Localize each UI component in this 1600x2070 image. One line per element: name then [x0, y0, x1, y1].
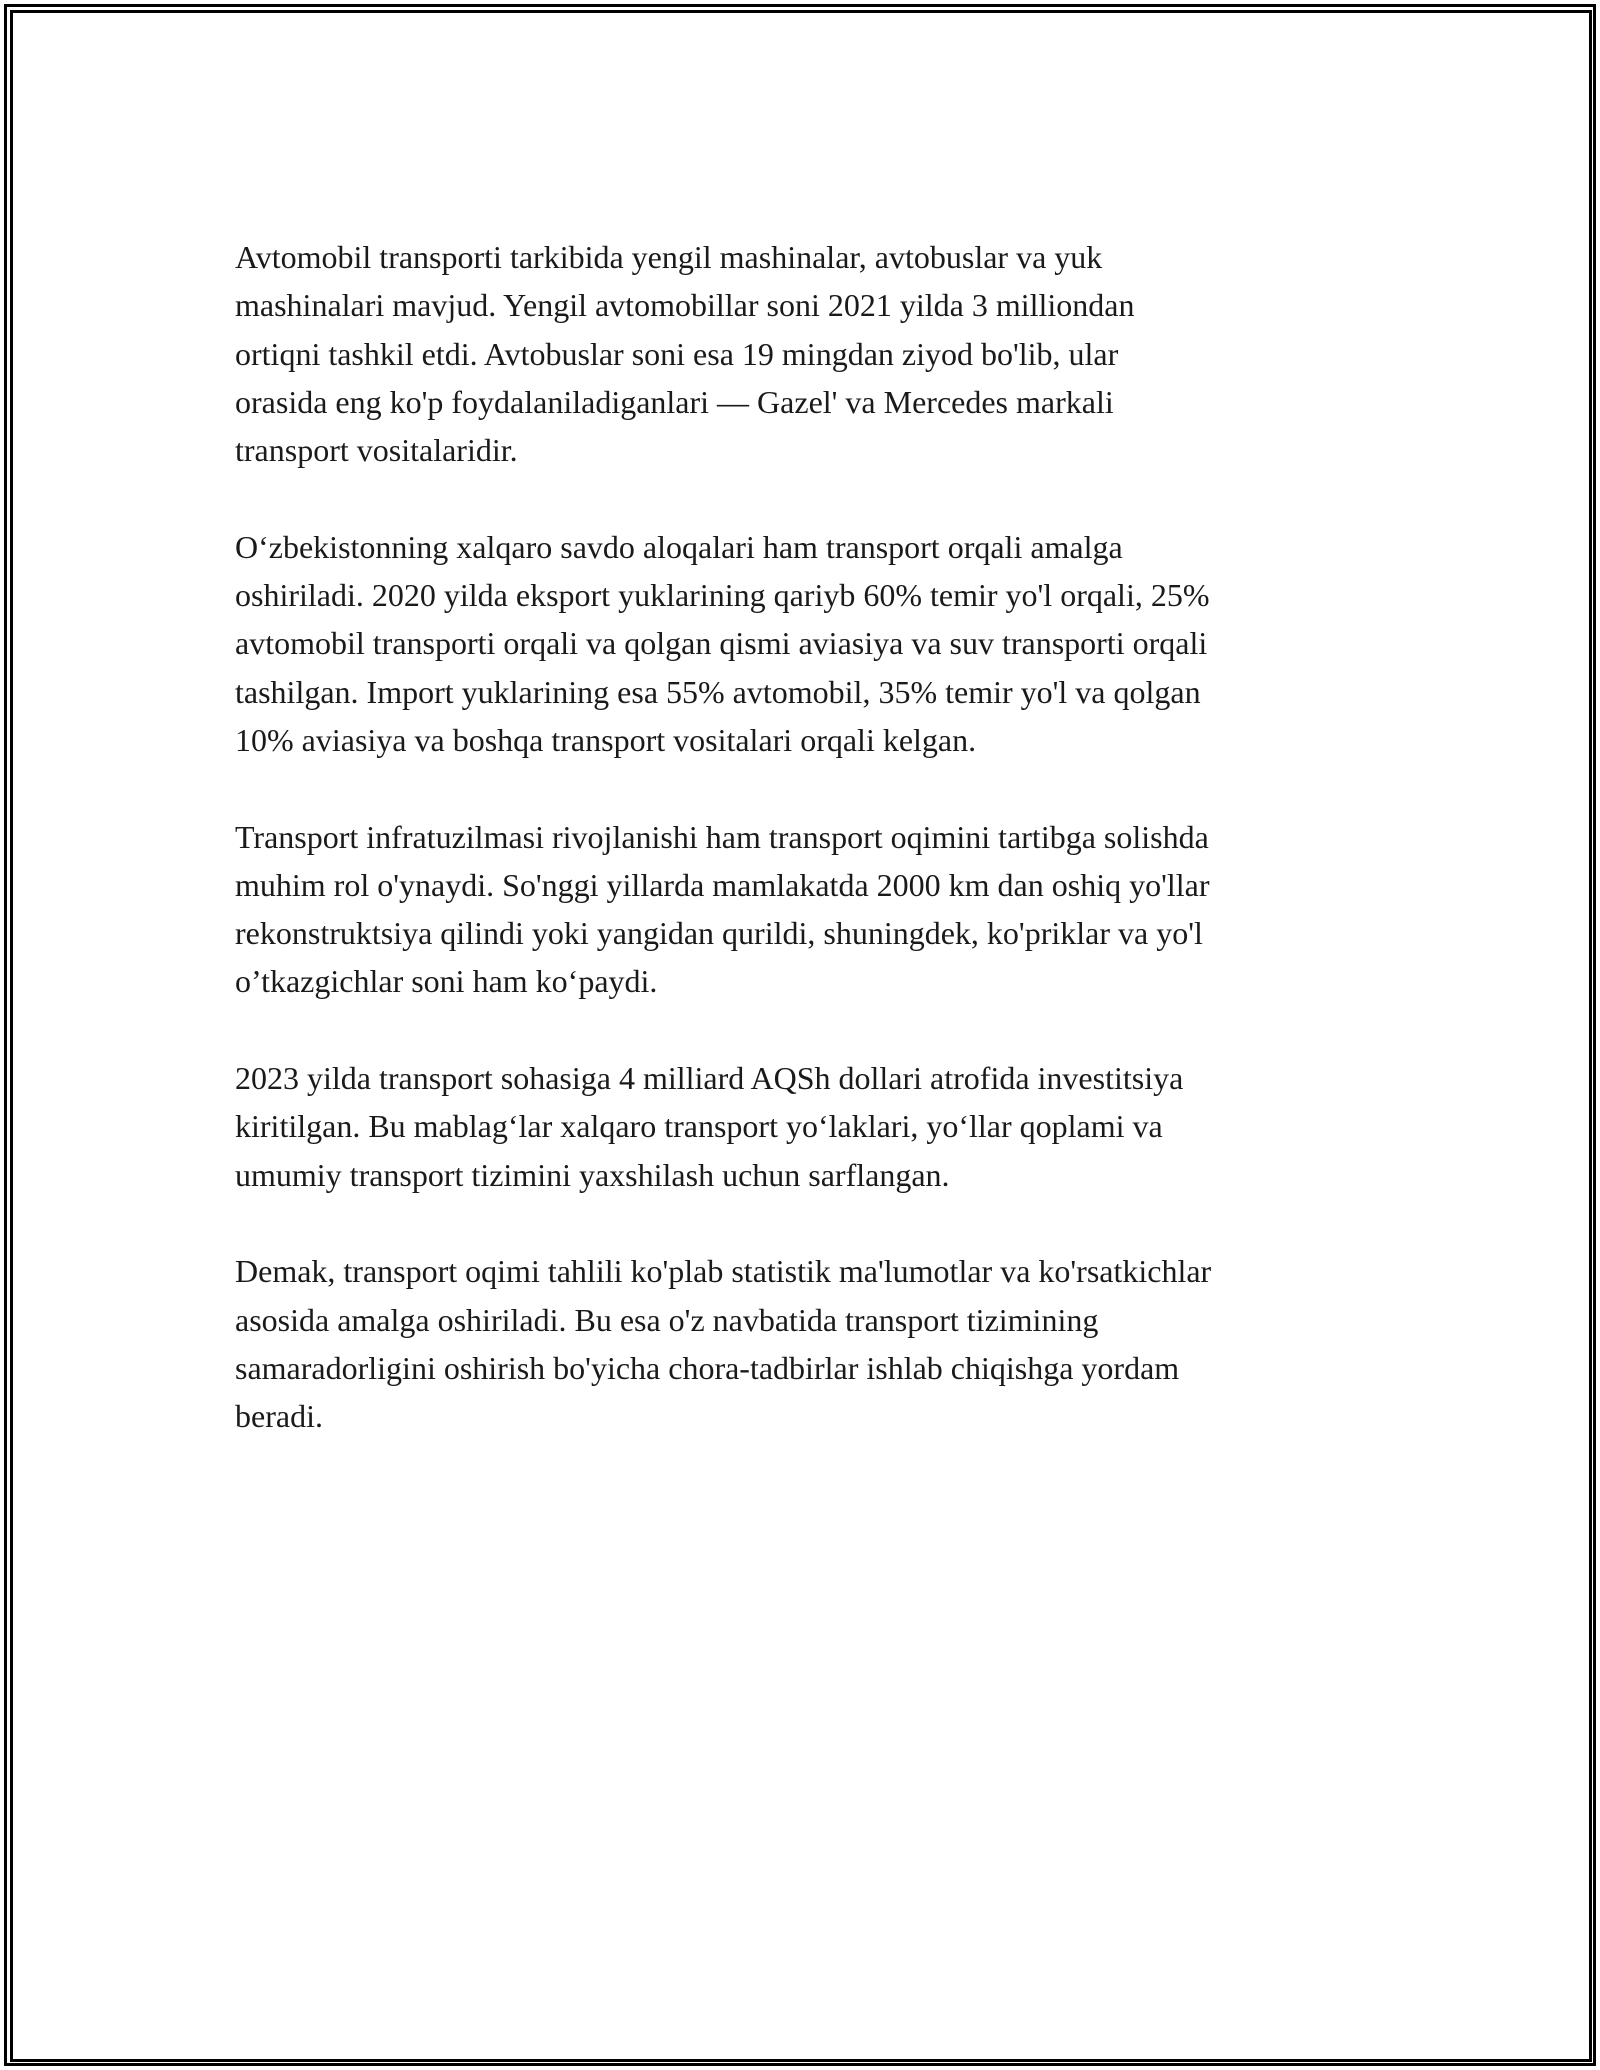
document-body [235, 233, 1375, 1489]
paragraph-investment: 2023 yilda transport sohasiga 4 milliard AQSh dollari atrofida investitsiya kiritilgan. Bu mablag‘lar xalqaro transport yo‘laklari, yo‘llar qoplami va umumiy transport tizimini yaxshilash uchun sarflangan. [235, 1060, 1184, 1193]
paragraph-conclusion: Demak, transport oqimi tahlili ko'plab statistik ma'lumotlar va ko'rsatkichlar asosida amalga oshiriladi. Bu esa o'z navbatida transport tizimining samaradorligini oshirish bo'yicha chora-tadbirlar ishlab chiqishga yordam beradi. [235, 1253, 1212, 1435]
paragraph-infrastructure: Transport infratuzilmasi rivojlanishi ham transport oqimini tartibga solishda muhim rol o'ynaydi. So'nggi yillarda mamlakatda 2000 km dan oshiq yo'llar rekonstruktsiya qilindi yoki yangidan qurildi, shuningdek, ko'priklar va yo'l o’tkazgichlar soni ham ko‘paydi. [235, 818, 1210, 1000]
paragraph-foreign-trade: O‘zbekistonning xalqaro savdo aloqalari ham transport orqali amalga oshiriladi. 2020 yilda eksport yuklarining qariyb 60% temir yo'l orqali, 25% avtomobil transporti orqali va qolgan qismi aviasiya va suv transporti orqali tashilgan. Import yuklarining esa 55% avtomobil, 35% temir yo'l va qolgan 10% aviasiya va boshqa transport vositalari orqali kelgan. [235, 528, 1210, 758]
paragraph-road-transport: Avtomobil transporti tarkibida yengil mashinalar, avtobuslar va yuk mashinalari mavjud. Yengil avtomobillar soni 2021 yilda 3 milliondan ortiqni tashkil etdi. Avtobuslar soni esa 19 mingdan ziyod bo'lib, ular orasida eng ko'p foydalaniladiganlari — Gazel' va Mercedes markali transport vositalaridir. [235, 239, 1135, 469]
